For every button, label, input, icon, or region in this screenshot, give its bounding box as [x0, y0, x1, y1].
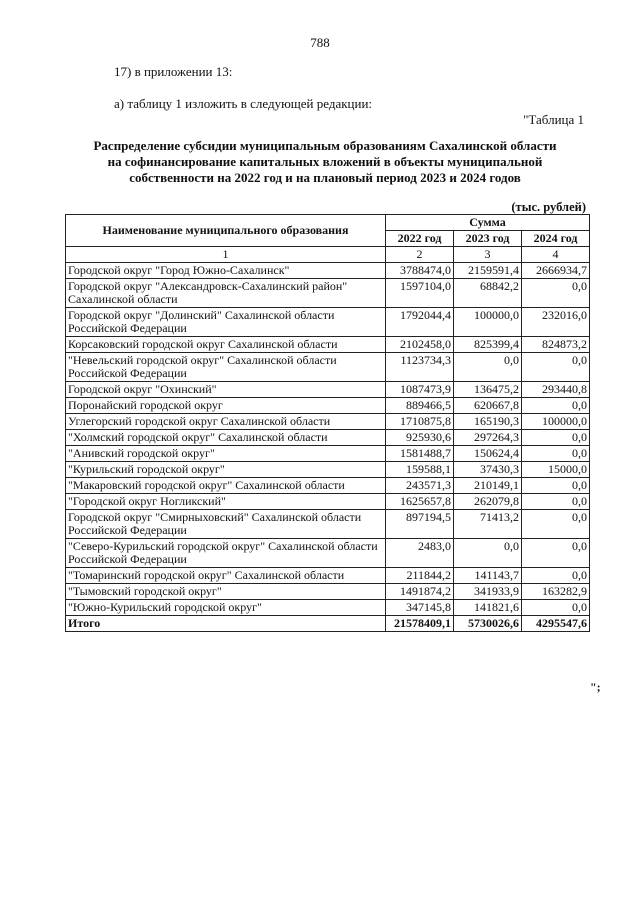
amount-2023: 825399,4 [454, 337, 522, 353]
amount-2022: 1581488,7 [386, 446, 454, 462]
municipality-name: "Холмский городской округ" Сахалинской области [66, 430, 386, 446]
amount-2023: 141821,6 [454, 600, 522, 616]
table-row [66, 462, 590, 478]
amount-2023: 210149,1 [454, 478, 522, 494]
amount-2023: 620667,8 [454, 398, 522, 414]
municipality-name: "Невельский городской округ" Сахалинской области Российской Федерации [66, 353, 386, 382]
amount-2022: 1597104,0 [386, 279, 454, 308]
closing-quote: "; [590, 680, 601, 694]
amount-2024: 0,0 [522, 430, 590, 446]
header-year-2022: 2022 год [386, 231, 454, 247]
amount-2024: 293440,8 [522, 382, 590, 398]
municipality-name: "Анивский городской округ" [66, 446, 386, 462]
header-row [66, 215, 590, 231]
municipality-name: "Макаровский городской округ" Сахалинской области [66, 478, 386, 494]
table-row [66, 308, 590, 337]
header-sum: Сумма [386, 215, 590, 231]
amount-2024: 824873,2 [522, 337, 590, 353]
amount-2022: 347145,8 [386, 600, 454, 616]
municipality-name: Городской округ "Александровск-Сахалинский район" Сахалинской области [66, 279, 386, 308]
municipality-name: Городской округ "Охинский" [66, 382, 386, 398]
municipality-name: Итого [66, 616, 386, 632]
title-line-3: собственности на 2022 год и на плановый период 2023 и 2024 годов [129, 170, 521, 185]
amount-2024: 0,0 [522, 446, 590, 462]
amount-2022: 243571,3 [386, 478, 454, 494]
municipality-name: "Тымовский городской округ" [66, 584, 386, 600]
table-row [66, 539, 590, 568]
header-year-2024: 2024 год [522, 231, 590, 247]
amount-2024: 15000,0 [522, 462, 590, 478]
amount-2024: 0,0 [522, 600, 590, 616]
amount-2022: 159588,1 [386, 462, 454, 478]
amount-2023: 297264,3 [454, 430, 522, 446]
table-row [66, 600, 590, 616]
municipality-name: "Курильский городской округ" [66, 462, 386, 478]
title-line-2: на софинансирование капитальных вложений в объекты муниципальной [107, 154, 543, 169]
amount-2022: 1625657,8 [386, 494, 454, 510]
table-row [66, 430, 590, 446]
column-number: 1 [66, 247, 386, 263]
table-row [66, 382, 590, 398]
amount-2024: 0,0 [522, 398, 590, 414]
amount-2022: 211844,2 [386, 568, 454, 584]
amount-2022: 1792044,4 [386, 308, 454, 337]
amount-2023: 2159591,4 [454, 263, 522, 279]
table-row [66, 510, 590, 539]
amount-2024: 100000,0 [522, 414, 590, 430]
header-year-2023: 2023 год [454, 231, 522, 247]
table-row [66, 494, 590, 510]
amount-2024: 0,0 [522, 539, 590, 568]
table-row [66, 353, 590, 382]
units-label: (тыс. рублей) [511, 200, 586, 214]
table-body [66, 247, 590, 632]
page-number: 788 [310, 35, 330, 50]
municipality-name: Городской округ "Долинский" Сахалинской области Российской Федерации [66, 308, 386, 337]
amount-2022: 1087473,9 [386, 382, 454, 398]
column-number-row [66, 247, 590, 263]
amount-2024: 0,0 [522, 353, 590, 382]
amount-2023: 68842,2 [454, 279, 522, 308]
amount-2024: 0,0 [522, 494, 590, 510]
amount-2022: 1491874,2 [386, 584, 454, 600]
header-name: Наименование муниципального образования [66, 215, 386, 247]
amount-2024: 0,0 [522, 568, 590, 584]
amount-2023: 141143,7 [454, 568, 522, 584]
amount-2023: 37430,3 [454, 462, 522, 478]
table-row [66, 584, 590, 600]
table-row [66, 446, 590, 462]
amount-2023: 5730026,6 [454, 616, 522, 632]
intro-line-1: 17) в приложении 13: [114, 64, 233, 79]
amount-2022: 2102458,0 [386, 337, 454, 353]
column-number: 3 [454, 247, 522, 263]
column-number: 4 [522, 247, 590, 263]
table-row [66, 478, 590, 494]
municipality-name: "Южно-Курильский городской округ" [66, 600, 386, 616]
amount-2024: 4295547,6 [522, 616, 590, 632]
amount-2024: 232016,0 [522, 308, 590, 337]
amount-2023: 341933,9 [454, 584, 522, 600]
amount-2023: 165190,3 [454, 414, 522, 430]
table-row [66, 279, 590, 308]
municipality-name: "Городской округ Ногликский" [66, 494, 386, 510]
municipality-name: Корсаковский городской округ Сахалинской области [66, 337, 386, 353]
amount-2022: 889466,5 [386, 398, 454, 414]
amount-2022: 1123734,3 [386, 353, 454, 382]
table-row [66, 568, 590, 584]
amount-2022: 897194,5 [386, 510, 454, 539]
amount-2024: 0,0 [522, 510, 590, 539]
amount-2024: 2666934,7 [522, 263, 590, 279]
municipality-name: Городской округ "Город Южно-Сахалинск" [66, 263, 386, 279]
municipality-name: Городской округ "Смирныховский" Сахалинской области Российской Федерации [66, 510, 386, 539]
municipality-name: "Северо-Курильский городской округ" Сахалинской области Российской Федерации [66, 539, 386, 568]
table-row [66, 263, 590, 279]
title-line-1: Распределение субсидии муниципальным образованиям Сахалинской области [93, 138, 557, 153]
amount-2023: 100000,0 [454, 308, 522, 337]
amount-2022: 1710875,8 [386, 414, 454, 430]
municipality-name: "Томаринский городской округ" Сахалинской области [66, 568, 386, 584]
amount-2023: 136475,2 [454, 382, 522, 398]
amount-2023: 150624,4 [454, 446, 522, 462]
amount-2022: 3788474,0 [386, 263, 454, 279]
amount-2023: 262079,8 [454, 494, 522, 510]
amount-2024: 0,0 [522, 279, 590, 308]
amount-2023: 0,0 [454, 353, 522, 382]
municipality-name: Поронайский городской округ [66, 398, 386, 414]
table-row [66, 414, 590, 430]
table-caption: "Таблица 1 [523, 112, 584, 127]
table-row [66, 398, 590, 414]
intro-line-2: а) таблицу 1 изложить в следующей редакции: [114, 96, 373, 111]
total-row [66, 616, 590, 632]
amount-2023: 71413,2 [454, 510, 522, 539]
amount-2023: 0,0 [454, 539, 522, 568]
amount-2022: 2483,0 [386, 539, 454, 568]
column-number: 2 [386, 247, 454, 263]
subsidy-table [65, 214, 590, 632]
table-row [66, 337, 590, 353]
amount-2022: 925930,6 [386, 430, 454, 446]
amount-2024: 0,0 [522, 478, 590, 494]
amount-2022: 21578409,1 [386, 616, 454, 632]
municipality-name: Углегорский городской округ Сахалинской области [66, 414, 386, 430]
amount-2024: 163282,9 [522, 584, 590, 600]
document-title [60, 138, 590, 186]
